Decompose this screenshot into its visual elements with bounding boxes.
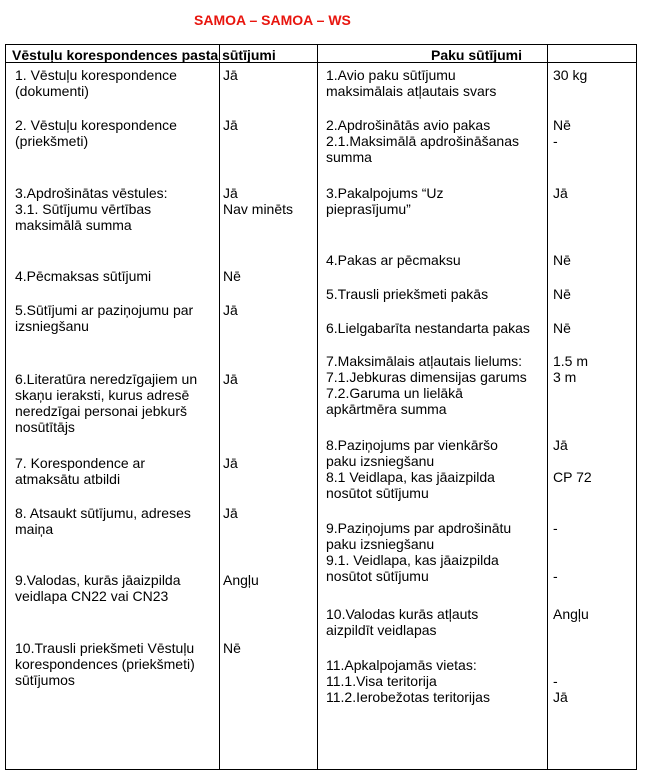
column-divider-left-values: [219, 45, 220, 769]
letters-row-3-value: Jā: [223, 185, 238, 201]
letters-row-5-label: izsniegšanu: [15, 318, 89, 334]
parcels-row-3-label: 3.Pakalpojums “Uz: [326, 185, 444, 201]
parcels-row-7-label: 7.Maksimālais atļautais lielums:: [326, 353, 523, 369]
parcels-row-7-label: apkārtmēra summa: [326, 401, 447, 417]
parcels-row-7-label: 7.1.Jebkuras dimensijas garums: [326, 369, 527, 385]
parcels-row-11-value: Jā: [553, 689, 568, 705]
letters-row-6-label: skaņu ieraksti, kurus adresē: [15, 387, 190, 403]
parcels-row-9-label: nosūtot sūtījumu: [326, 568, 429, 584]
parcels-row-7-value: 1.5 m: [553, 353, 589, 369]
parcels-row-7-value: 3 m: [553, 369, 577, 385]
letters-row-9-label: 9.Valodas, kurās jāaizpilda: [15, 572, 181, 588]
letters-row-6-label: 6.Literatūra neredzīgajiem un: [15, 371, 198, 387]
letters-row-3-label: maksimālā summa: [15, 217, 132, 233]
letters-row-8-value: Jā: [223, 505, 238, 521]
letters-row-4-value: Nē: [223, 268, 241, 284]
page-title: SAMOA – SAMOA – WS: [194, 12, 351, 28]
letters-row-10-value: Nē: [223, 640, 241, 656]
letters-row-2-value: Jā: [223, 117, 238, 133]
letters-row-6-label: nosūtītājs: [15, 419, 75, 435]
parcels-row-5-label: 5.Trausli priekšmeti pakās: [326, 286, 489, 302]
parcels-row-8-value: CP 72: [553, 469, 592, 485]
letters-row-6-label: neredzīgai personai jebkurš: [15, 403, 187, 419]
letters-row-9-value: Angļu: [223, 572, 259, 588]
parcels-row-4-label: 4.Pakas ar pēcmaksu: [326, 252, 461, 268]
parcels-row-11-value: -: [553, 673, 558, 689]
parcels-row-1-label: maksimālais atļautais svars: [326, 83, 497, 99]
letters-row-2-label: (priekšmeti): [15, 133, 89, 149]
parcels-row-11-label: 11.Apkalpojamās vietas:: [326, 657, 477, 673]
parcels-row-2-label: 2.Apdrošinātās avio pakas: [326, 117, 491, 133]
letters-row-8-label: maiņa: [15, 521, 54, 537]
letters-row-8-label: 8. Atsaukt sūtījumu, adreses: [15, 505, 191, 521]
parcels-row-8-value: Jā: [553, 437, 568, 453]
parcels-row-6-value: Nē: [553, 320, 571, 336]
letters-row-1-label: 1. Vēstuļu korespondence: [15, 67, 177, 83]
parcels-row-2-value: -: [553, 133, 558, 149]
parcels-row-10-label: aizpildīt veidlapas: [326, 622, 437, 638]
parcels-row-4-value: Nē: [553, 252, 571, 268]
parcels-row-3-value: Jā: [553, 185, 568, 201]
letters-row-7-label: 7. Korespondence ar: [15, 455, 145, 471]
parcels-row-10-label: 10.Valodas kurās atļauts: [326, 606, 479, 622]
letters-row-1-label: (dokumenti): [15, 83, 89, 99]
parcels-row-9-label: paku izsniegšanu: [326, 536, 435, 552]
parcels-row-3-label: pieprasījumu”: [326, 201, 411, 217]
letters-row-2-label: 2. Vēstuļu korespondence: [15, 117, 177, 133]
parcels-row-2-label: summa: [326, 149, 372, 165]
parcels-row-2-value: Nē: [553, 117, 571, 133]
letters-row-9-label: veidlapa CN22 vai CN23: [15, 588, 169, 604]
header-parcels: Paku sūtījumi: [431, 47, 523, 63]
parcels-row-2-label: 2.1.Maksimālā apdrošināšanas: [326, 133, 519, 149]
parcels-row-9-value: -: [553, 568, 558, 584]
parcels-row-8-label: 8.1 Veidlapa, kas jāaizpilda: [326, 469, 495, 485]
parcels-row-10-value: Angļu: [553, 606, 589, 622]
parcels-row-1-label: 1.Avio paku sūtījumu: [326, 67, 456, 83]
letters-row-6-value: Jā: [223, 371, 238, 387]
letters-row-7-value: Jā: [223, 455, 238, 471]
parcels-row-9-value: -: [553, 520, 558, 536]
letters-row-5-label: 5.Sūtījumi ar paziņojumu par: [15, 302, 194, 318]
header-letters: Vēstuļu korespondences pasta sūtījumi: [12, 47, 276, 63]
letters-row-4-label: 4.Pēcmaksas sūtījumi: [15, 268, 152, 284]
letters-row-3-value: Nav minēts: [223, 201, 294, 217]
column-divider-right-values: [547, 45, 548, 769]
parcels-row-5-value: Nē: [553, 286, 571, 302]
parcels-row-7-label: 7.2.Garuma un lielākā: [326, 385, 463, 401]
parcels-row-9-label: 9.Paziņojums par apdrošinātu: [326, 520, 512, 536]
parcels-row-8-label: nosūtot sūtījumu: [326, 485, 429, 501]
letters-row-7-label: atmaksātu atbildi: [15, 471, 121, 487]
parcels-row-1-value: 30 kg: [553, 67, 588, 83]
services-table: [5, 44, 637, 770]
letters-row-5-value: Jā: [223, 302, 238, 318]
parcels-row-8-label: 8.Paziņojums par vienkāršo: [326, 437, 498, 453]
parcels-row-9-label: 9.1. Veidlapa, kas jāaizpilda: [326, 552, 499, 568]
parcels-row-6-label: 6.Lielgabarīta nestandarta pakas: [326, 320, 530, 336]
column-divider-middle: [317, 45, 318, 769]
parcels-row-11-label: 11.2.Ierobežotas teritorijas: [326, 689, 490, 705]
letters-row-3-label: 3.1. Sūtījumu vērtības: [15, 201, 152, 217]
letters-row-10-label: sūtījumos: [15, 672, 75, 688]
parcels-row-11-label: 11.1.Visa teritorija: [326, 673, 437, 689]
letters-row-10-label: korespondences (priekšmeti): [15, 656, 195, 672]
letters-row-1-value: Jā: [223, 67, 238, 83]
letters-row-10-label: 10.Trausli priekšmeti Vēstuļu: [15, 640, 195, 656]
letters-row-3-label: 3.Apdrošinātas vēstules:: [15, 185, 168, 201]
parcels-row-8-label: paku izsniegšanu: [326, 453, 435, 469]
